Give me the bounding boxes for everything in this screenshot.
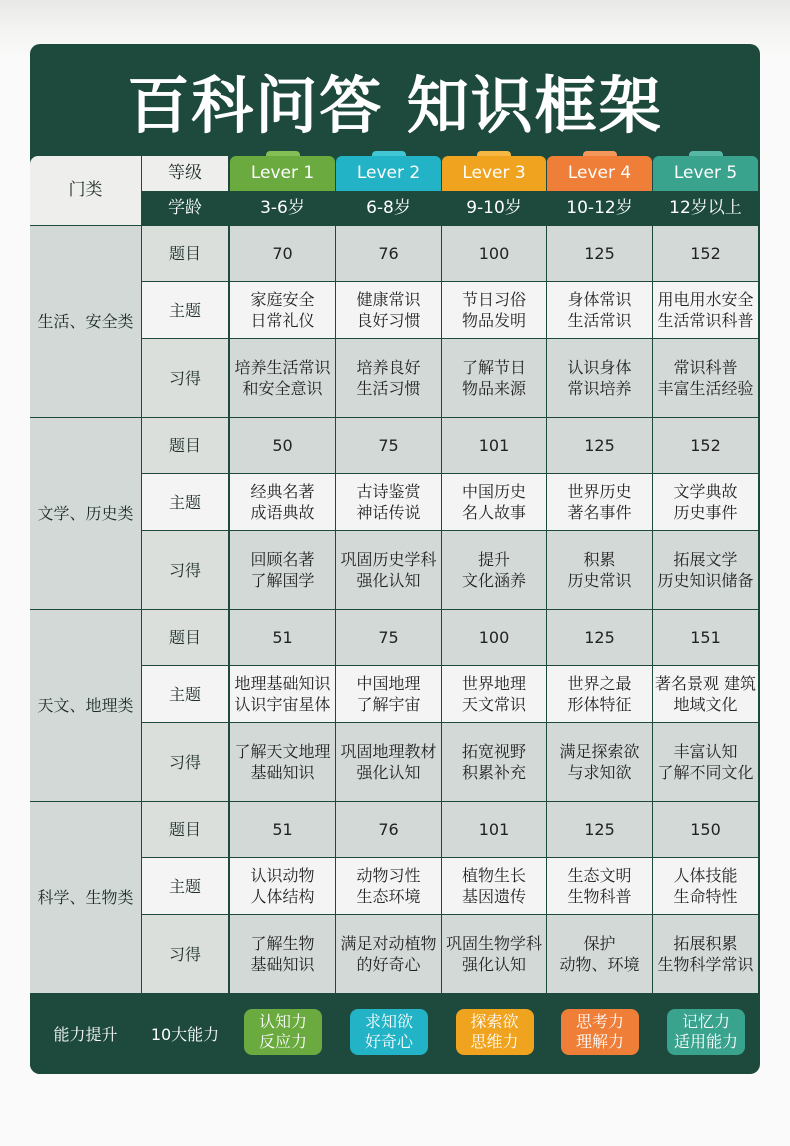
level-tab-notch — [266, 151, 300, 156]
table-cell-topic: 家庭安全 日常礼仪 — [230, 282, 335, 338]
level-tab-4: Lever 4 — [547, 156, 652, 191]
category-header: 门类 — [30, 156, 141, 225]
table-cell-gain: 巩固历史学科 强化认知 — [336, 531, 441, 609]
level-tab-5: Lever 5 — [653, 156, 758, 191]
level-tab-3: Lever 3 — [442, 156, 546, 191]
table-cell-count: 151 — [653, 610, 758, 665]
table-cell-topic: 人体技能 生命特性 — [653, 858, 758, 914]
table-cell-gain: 常识科普 丰富生活经验 — [653, 339, 758, 417]
age-header: 学龄 — [142, 192, 228, 225]
row-label-topic: 主题 — [142, 474, 228, 530]
table-cell-count: 101 — [442, 802, 546, 857]
table-cell-topic: 用电用水安全 生活常识科普 — [653, 282, 758, 338]
age-cell-5: 12岁以上 — [653, 192, 758, 225]
level-tab-notch — [372, 151, 406, 156]
table-cell-count: 125 — [547, 226, 652, 281]
table-cell-topic: 著名景观 建筑 地域文化 — [653, 666, 758, 722]
table-cell-gain: 了解节日 物品来源 — [442, 339, 546, 417]
level-tab-notch — [689, 151, 723, 156]
table-cell-topic: 植物生长 基因遗传 — [442, 858, 546, 914]
table-cell-topic: 认识动物 人体结构 — [230, 858, 335, 914]
table-cell-count: 51 — [230, 610, 335, 665]
age-cell-4: 10-12岁 — [547, 192, 652, 225]
table-cell-topic: 健康常识 良好习惯 — [336, 282, 441, 338]
ability-badge-3: 探索欲 思维力 — [456, 1009, 534, 1055]
level-tab-notch — [583, 151, 617, 156]
table-cell-topic: 生态文明 生物科普 — [547, 858, 652, 914]
table-cell-count: 125 — [547, 418, 652, 473]
table-cell-gain: 了解生物 基础知识 — [230, 915, 335, 993]
row-label-count: 题目 — [142, 418, 228, 473]
ability-badge-1: 认知力 反应力 — [244, 1009, 322, 1055]
table-cell-count: 51 — [230, 802, 335, 857]
row-label-topic: 主题 — [142, 282, 228, 338]
age-cell-3: 9-10岁 — [442, 192, 546, 225]
table-cell-count: 70 — [230, 226, 335, 281]
row-label-gain: 习得 — [142, 723, 228, 801]
age-cell-1: 3-6岁 — [230, 192, 335, 225]
table-cell-gain: 拓展文学 历史知识储备 — [653, 531, 758, 609]
table-cell-gain: 培养良好 生活习惯 — [336, 339, 441, 417]
ability-sublabel: 10大能力 — [142, 994, 228, 1074]
ability-badge-5: 记忆力 适用能力 — [667, 1009, 745, 1055]
table-cell-topic: 地理基础知识 认识宇宙星体 — [230, 666, 335, 722]
table-cell-count: 76 — [336, 226, 441, 281]
table-cell-count: 152 — [653, 418, 758, 473]
level-tab-1: Lever 1 — [230, 156, 335, 191]
category-name: 科学、生物类 — [30, 802, 141, 993]
table-cell-gain: 丰富认知 了解不同文化 — [653, 723, 758, 801]
table-cell-gain: 拓宽视野 积累补充 — [442, 723, 546, 801]
row-label-count: 题目 — [142, 610, 228, 665]
table-cell-topic: 世界地理 天文常识 — [442, 666, 546, 722]
table-cell-count: 101 — [442, 418, 546, 473]
table-cell-topic: 节日习俗 物品发明 — [442, 282, 546, 338]
table-cell-gain: 拓展积累 生物科学常识 — [653, 915, 758, 993]
table-cell-topic: 身体常识 生活常识 — [547, 282, 652, 338]
table-cell-gain: 了解天文地理 基础知识 — [230, 723, 335, 801]
table-cell-topic: 中国地理 了解宇宙 — [336, 666, 441, 722]
table-cell-topic: 经典名著 成语典故 — [230, 474, 335, 530]
table-cell-topic: 中国历史 名人故事 — [442, 474, 546, 530]
table-cell-gain: 积累 历史常识 — [547, 531, 652, 609]
table-cell-count: 125 — [547, 802, 652, 857]
grade-header: 等级 — [142, 156, 228, 191]
category-name: 生活、安全类 — [30, 226, 141, 417]
table-cell-count: 152 — [653, 226, 758, 281]
table-cell-count: 75 — [336, 610, 441, 665]
ability-label: 能力提升 — [30, 994, 141, 1074]
row-label-topic: 主题 — [142, 858, 228, 914]
table-cell-topic: 古诗鉴赏 神话传说 — [336, 474, 441, 530]
ability-badge-2: 求知欲 好奇心 — [350, 1009, 428, 1055]
row-label-count: 题目 — [142, 802, 228, 857]
table-cell-gain: 回顾名著 了解国学 — [230, 531, 335, 609]
table-cell-gain: 满足对动植物 的好奇心 — [336, 915, 441, 993]
table-cell-count: 75 — [336, 418, 441, 473]
level-tab-notch — [477, 151, 511, 156]
table-cell-count: 150 — [653, 802, 758, 857]
table-cell-count: 125 — [547, 610, 652, 665]
category-name: 文学、历史类 — [30, 418, 141, 609]
table-cell-topic: 动物习性 生态环境 — [336, 858, 441, 914]
age-cell-2: 6-8岁 — [336, 192, 441, 225]
table-cell-topic: 世界历史 著名事件 — [547, 474, 652, 530]
row-label-count: 题目 — [142, 226, 228, 281]
category-name: 天文、地理类 — [30, 610, 141, 801]
page-title: 百科问答 知识框架 — [127, 68, 663, 142]
row-label-gain: 习得 — [142, 531, 228, 609]
row-label-topic: 主题 — [142, 666, 228, 722]
table-cell-gain: 巩固地理教材 强化认知 — [336, 723, 441, 801]
table-cell-gain: 培养生活常识 和安全意识 — [230, 339, 335, 417]
table-cell-gain: 满足探索欲 与求知欲 — [547, 723, 652, 801]
table-cell-count: 100 — [442, 226, 546, 281]
table-cell-count: 76 — [336, 802, 441, 857]
table-cell-gain: 巩固生物学科 强化认知 — [442, 915, 546, 993]
table-cell-gain: 保护 动物、环境 — [547, 915, 652, 993]
knowledge-framework-card — [30, 44, 760, 1074]
table-cell-gain: 提升 文化涵养 — [442, 531, 546, 609]
table-cell-gain: 认识身体 常识培养 — [547, 339, 652, 417]
table-cell-count: 50 — [230, 418, 335, 473]
table-cell-topic: 文学典故 历史事件 — [653, 474, 758, 530]
table-cell-topic: 世界之最 形体特征 — [547, 666, 652, 722]
level-tab-2: Lever 2 — [336, 156, 441, 191]
row-label-gain: 习得 — [142, 339, 228, 417]
row-label-gain: 习得 — [142, 915, 228, 993]
ability-badge-4: 思考力 理解力 — [561, 1009, 639, 1055]
table-cell-count: 100 — [442, 610, 546, 665]
